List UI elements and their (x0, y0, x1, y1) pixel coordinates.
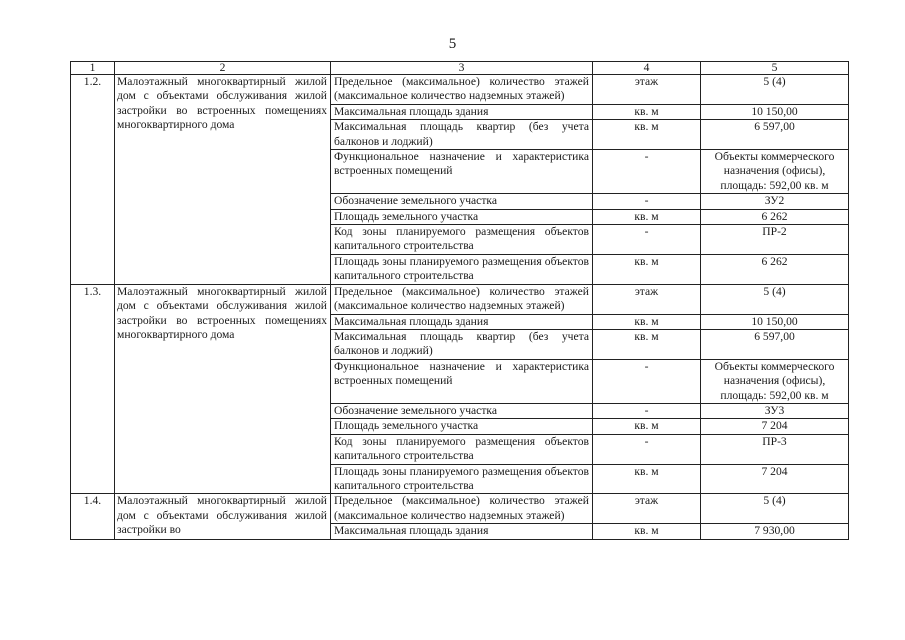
parameter-name: Максимальная площадь квартир (без учета балконов и лоджий) (331, 120, 593, 150)
table-row (71, 284, 849, 314)
object-name: Малоэтажный многоквартирный жилой дом с объектами обслуживания жилой застройки во (115, 494, 331, 539)
parameter-name: Предельное (максимальное) количество этажей (максимальное количество надземных этажей) (331, 494, 593, 524)
unit: - (593, 403, 701, 418)
unit: кв. м (593, 314, 701, 329)
unit: - (593, 150, 701, 194)
parameter-name: Код зоны планируемого размещения объектов капитального строительства (331, 434, 593, 464)
parameter-name: Максимальная площадь здания (331, 104, 593, 119)
object-name: Малоэтажный многоквартирный жилой дом с объектами обслуживания жилой застройки во встроенных помещениях многоквартирного дома (115, 284, 331, 494)
parameter-value: 5 (4) (701, 75, 849, 105)
unit: кв. м (593, 419, 701, 434)
unit: - (593, 359, 701, 403)
parameter-name: Площадь земельного участка (331, 419, 593, 434)
unit: кв. м (593, 329, 701, 359)
parameter-name: Максимальная площадь квартир (без учета балконов и лоджий) (331, 329, 593, 359)
unit: - (593, 434, 701, 464)
parameter-value: 7 204 (701, 419, 849, 434)
column-number-3: 3 (331, 62, 593, 75)
unit: кв. м (593, 254, 701, 284)
parameter-value: ПР-3 (701, 434, 849, 464)
column-number-5: 5 (701, 62, 849, 75)
parameter-name: Максимальная площадь здания (331, 314, 593, 329)
parameter-value: ЗУ2 (701, 194, 849, 209)
parameter-name: Площадь зоны планируемого размещения объектов капитального строительства (331, 464, 593, 494)
unit: этаж (593, 75, 701, 105)
column-numbers-row (71, 62, 849, 75)
unit: кв. м (593, 104, 701, 119)
parameter-value: 5 (4) (701, 284, 849, 314)
item-number: 1.2. (71, 75, 115, 285)
parameter-value: Объекты коммерческого назначения (офисы), площадь: 592,00 кв. м (701, 150, 849, 194)
item-number: 1.4. (71, 494, 115, 539)
parameter-value: 7 204 (701, 464, 849, 494)
unit: - (593, 225, 701, 255)
object-name: Малоэтажный многоквартирный жилой дом с объектами обслуживания жилой застройки во встроенных помещениях многоквартирного дома (115, 75, 331, 285)
parameter-value: 6 262 (701, 254, 849, 284)
parameter-value: ЗУ3 (701, 403, 849, 418)
unit: кв. м (593, 209, 701, 224)
page-number: 5 (448, 36, 457, 52)
parameter-name: Предельное (максимальное) количество этажей (максимальное количество надземных этажей) (331, 284, 593, 314)
parameter-name: Функциональное назначение и характеристика встроенных помещений (331, 150, 593, 194)
parameter-name: Функциональное назначение и характеристика встроенных помещений (331, 359, 593, 403)
column-number-1: 1 (71, 62, 115, 75)
parameter-value: 5 (4) (701, 494, 849, 524)
unit: этаж (593, 284, 701, 314)
parameter-value: 7 930,00 (701, 524, 849, 539)
parameter-name: Обозначение земельного участка (331, 194, 593, 209)
unit: этаж (593, 494, 701, 524)
column-number-2: 2 (115, 62, 331, 75)
parameter-value: ПР-2 (701, 225, 849, 255)
parameter-value: 10 150,00 (701, 104, 849, 119)
parameter-name: Площадь земельного участка (331, 209, 593, 224)
parameter-name: Обозначение земельного участка (331, 403, 593, 418)
parameter-name: Площадь зоны планируемого размещения объектов капитального строительства (331, 254, 593, 284)
unit: кв. м (593, 120, 701, 150)
parameter-value: 10 150,00 (701, 314, 849, 329)
column-number-4: 4 (593, 62, 701, 75)
parameter-name: Предельное (максимальное) количество этажей (максимальное количество надземных этажей) (331, 75, 593, 105)
parameter-name: Код зоны планируемого размещения объектов капитального строительства (331, 225, 593, 255)
unit: кв. м (593, 524, 701, 539)
table-row (71, 494, 849, 524)
parameter-name: Максимальная площадь здания (331, 524, 593, 539)
parameter-value: 6 597,00 (701, 329, 849, 359)
table-body (71, 62, 849, 540)
parameter-value: Объекты коммерческого назначения (офисы), площадь: 592,00 кв. м (701, 359, 849, 403)
item-number: 1.3. (71, 284, 115, 494)
table-row (71, 75, 849, 105)
unit: кв. м (593, 464, 701, 494)
parameters-table (70, 61, 849, 540)
parameter-value: 6 262 (701, 209, 849, 224)
unit: - (593, 194, 701, 209)
parameter-value: 6 597,00 (701, 120, 849, 150)
